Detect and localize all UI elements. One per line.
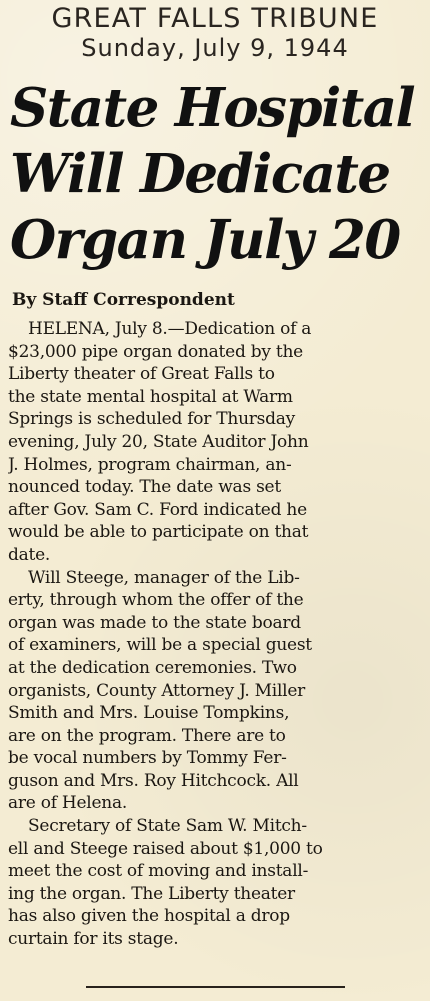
article-line: has also given the hospital a drop: [8, 906, 290, 927]
article-line: Will Steege, manager of the Lib-: [28, 567, 300, 588]
article-line: are on the program. There are to: [8, 725, 286, 746]
article-line: Smith and Mrs. Louise Tompkins,: [8, 703, 290, 724]
headline-line-1: State Hospital: [10, 77, 415, 139]
article-line: are of Helena.: [8, 793, 128, 814]
newspaper-name: GREAT FALLS TRIBUNE: [51, 3, 379, 34]
article-line: meet the cost of moving and install-: [8, 861, 309, 882]
publication-date: Sunday, July 9, 1944: [81, 34, 349, 62]
article-line: $23,000 pipe organ donated by the: [8, 341, 303, 362]
article-line: HELENA, July 8.—Dedication of a: [28, 319, 312, 339]
article-line: organists, County Attorney J. Miller: [8, 680, 306, 701]
article-line: be vocal numbers by Tommy Fer-: [8, 748, 287, 769]
article-line: curtain for its stage.: [8, 929, 179, 950]
article-line: after Gov. Sam C. Ford indicated he: [8, 499, 307, 520]
article-line: ell and Steege raised about $1,000 to: [8, 838, 323, 859]
article-line: at the dedication ceremonies. Two: [8, 657, 297, 678]
byline: By Staff Correspondent: [12, 290, 235, 310]
article-line: J. Holmes, program chairman, an-: [8, 454, 292, 475]
article-body: [8, 318, 426, 951]
article-line: evening, July 20, State Auditor John: [8, 431, 309, 452]
article-line: Springs is scheduled for Thursday: [8, 409, 296, 430]
article-line: ing the organ. The Liberty theater: [8, 883, 295, 904]
article-line: would be able to participate on that: [8, 522, 309, 543]
article-line: Liberty theater of Great Falls to: [8, 364, 275, 385]
article-line: the state mental hospital at Warm: [8, 386, 293, 407]
article-line: nounced today. The date was set: [8, 477, 281, 498]
article-line: organ was made to the state board: [8, 612, 301, 633]
headline-line-3: Organ July 20: [10, 209, 400, 271]
article-end-rule: [86, 986, 345, 988]
article-line: erty, through whom the offer of the: [8, 590, 304, 611]
article-line: guson and Mrs. Roy Hitchcock. All: [8, 770, 299, 791]
article-line: of examiners, will be a special guest: [8, 635, 312, 656]
headline-line-2: Will Dedicate: [10, 143, 390, 205]
article-line: date.: [8, 544, 51, 565]
article-line: Secretary of State Sam W. Mitch-: [28, 816, 307, 837]
